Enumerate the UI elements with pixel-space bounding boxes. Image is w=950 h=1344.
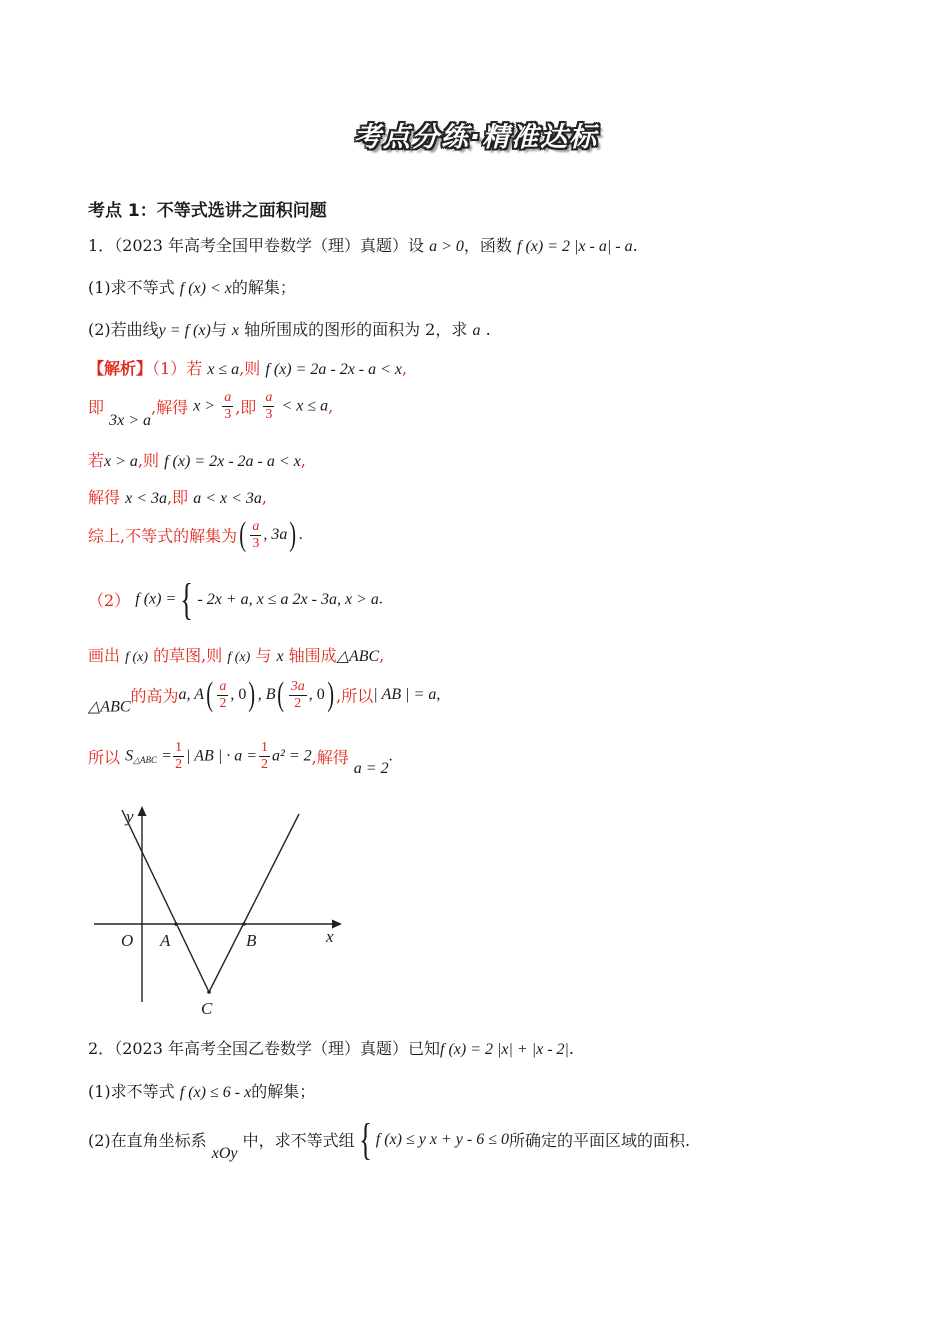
sol-l1-pre: （1）若 xyxy=(152,359,203,378)
sol-l7-mid: 的草图,则 xyxy=(153,646,223,665)
q1-part1-pre: (1)求不等式 xyxy=(88,278,175,297)
left-paren: ( xyxy=(239,516,247,553)
q1-function: f (x) = 2 |x - a| - a xyxy=(517,238,633,255)
frac-den: 3 xyxy=(252,535,260,551)
point-c-dot xyxy=(207,990,211,994)
sol-l2-then: ,即 xyxy=(235,398,257,417)
q1-part2-x: x xyxy=(231,322,239,339)
q1-part2-a: a xyxy=(472,322,481,339)
sol-l8-mid: 的高为 xyxy=(130,686,179,706)
sol-l8-point-a: , A xyxy=(186,686,205,703)
solution-line-8 xyxy=(88,676,440,717)
q2-part2-pre: (2)在直角坐标系 xyxy=(88,1131,207,1150)
y-axis-arrow xyxy=(138,806,147,816)
solution-line-3 xyxy=(88,448,306,471)
q2-part2-mid: 中，求不等式组 xyxy=(242,1131,355,1150)
sol-l2-pre: 即 xyxy=(88,398,105,417)
fraction-a-over-2 xyxy=(217,679,228,712)
fraction-a-over-3 xyxy=(222,390,233,423)
q1-intro-a: 设 xyxy=(408,236,425,255)
sol-l2-mid: ,解得 xyxy=(151,398,189,417)
q2-source: （2023 年高考全国乙卷数学（理）真题）已知 xyxy=(114,1039,440,1058)
sol-l7-fx-2: f (x) xyxy=(227,650,251,665)
sol-l9-end: . xyxy=(388,747,393,765)
sol-l3-cond: x > a xyxy=(104,453,138,470)
frac-num: 1 xyxy=(261,740,269,755)
q1-part2-mid: 与 xyxy=(210,320,227,339)
right-paren: ) xyxy=(289,516,297,553)
sol-l9-mid: | AB | · a = xyxy=(186,747,258,765)
sol-l3-expr: f (x) = 2x - 2a - a < x xyxy=(164,453,301,470)
inequality-2: x + y - 6 ≤ 0 xyxy=(429,1130,509,1148)
frac-den: 2 xyxy=(261,757,269,772)
left-brace: { xyxy=(180,575,194,624)
q1-source: （2023 年高考全国甲卷数学（理）真题） xyxy=(114,236,408,255)
frac-den: 2 xyxy=(294,695,302,711)
q1-part2-end: . xyxy=(485,320,491,339)
q2-part1-post: 的解集； xyxy=(251,1082,316,1101)
q1-part2-post: 轴所围成的图形的面积为 2，求 xyxy=(244,320,468,339)
sol-l7-post: 轴围成 xyxy=(288,646,337,665)
sol-l2-end: , xyxy=(328,397,334,416)
solution-line-7 xyxy=(88,643,384,666)
sol-l8-ab: | AB | = a xyxy=(373,686,437,703)
frac-num: a xyxy=(224,390,232,405)
sol-l5-val: , 3a xyxy=(263,526,288,543)
sol-l7-mid2: 与 xyxy=(255,646,272,665)
q1-stem xyxy=(88,233,638,256)
sol-l9-post: ,解得 xyxy=(311,748,349,767)
sol-l3-then: ,则 xyxy=(137,451,160,470)
fraction-half-b xyxy=(259,740,270,773)
sol-l9-pre: 所以 xyxy=(88,748,121,767)
x-axis-label: x xyxy=(326,927,334,946)
sol-l9-answer: a = 2 xyxy=(353,760,389,777)
sol-l5-end: . xyxy=(298,526,303,543)
inequality-1: f (x) ≤ y xyxy=(375,1130,426,1148)
point-c-label: C xyxy=(201,999,213,1018)
frac-den: 3 xyxy=(265,407,273,422)
sol-l8-zero-b: , 0 xyxy=(308,686,325,703)
frac-num: a xyxy=(252,518,260,534)
q1-end: . xyxy=(632,236,638,255)
q1-condition: a > 0 xyxy=(429,238,464,255)
point-b-dot xyxy=(242,922,246,926)
q2-number: 2． xyxy=(88,1039,115,1058)
q2-part1-expr: f (x) ≤ 6 - x xyxy=(179,1084,252,1101)
sol-l3-pre: 若 xyxy=(88,451,105,470)
right-paren: ) xyxy=(248,676,256,713)
sol-l4-end: , xyxy=(261,488,267,507)
point-a-dot xyxy=(174,922,178,926)
function-sketch-graph xyxy=(88,800,358,1022)
solution-line-9 xyxy=(88,740,393,778)
frac-num: 1 xyxy=(175,740,183,755)
sol-l9-eq: = xyxy=(162,747,172,765)
sol-l8-zero: , 0 xyxy=(230,686,247,703)
sol-l8-a: a xyxy=(178,686,187,703)
sol-l4-expr2: a < x < 3a xyxy=(193,490,262,507)
solution-line-4 xyxy=(88,485,267,508)
q2-part1 xyxy=(88,1079,315,1102)
sol-l5-pre: 综上,不等式的解集为 xyxy=(88,526,238,546)
left-paren: ( xyxy=(277,676,285,713)
frac-num: a xyxy=(219,678,227,694)
right-paren: ) xyxy=(327,676,334,713)
sol-l7-end: , xyxy=(379,646,385,665)
solution-line-1 xyxy=(88,356,407,379)
sol-l6-fx: f (x) = xyxy=(135,590,177,608)
y-axis-label: y xyxy=(126,807,134,826)
sol-l2-expr: 3x > a xyxy=(109,412,152,429)
v-shaped-curve xyxy=(122,810,299,992)
sol-l1-cond: x ≤ a xyxy=(207,361,240,378)
q2-stem xyxy=(88,1036,574,1059)
q2-part2 xyxy=(88,1114,690,1165)
sol-l8-end: , xyxy=(436,686,441,703)
sol-l1-end: , xyxy=(402,359,408,378)
sol-l7-x: x xyxy=(276,648,284,665)
piecewise-cases xyxy=(197,587,378,613)
frac-den: 2 xyxy=(219,695,227,711)
q2-end: . xyxy=(568,1039,575,1058)
sol-l1-then: ,则 xyxy=(239,359,261,378)
q2-part2-coord-system: xOy xyxy=(211,1145,238,1162)
point-b-label: B xyxy=(246,931,257,950)
q1-part1-post: 的解集； xyxy=(231,278,296,297)
left-brace: { xyxy=(358,1115,372,1164)
piecewise-case-1: - 2x + a, x ≤ a xyxy=(197,590,289,608)
fraction-half xyxy=(173,740,184,773)
sol-l7-tri: △ABC xyxy=(336,648,380,665)
sol-l8-tri: △ABC xyxy=(88,698,131,716)
solution-line-5 xyxy=(88,516,303,554)
sol-l1-expr: f (x) = 2a - 2x - a < x xyxy=(265,361,403,378)
q1-number: 1． xyxy=(88,236,115,255)
q2-part1-pre: (1)求不等式 xyxy=(88,1082,175,1101)
fraction-a-over-3-c xyxy=(250,519,261,552)
frac-den: 2 xyxy=(175,757,183,772)
left-paren: ( xyxy=(206,676,214,713)
solution-line-2 xyxy=(88,390,333,430)
sol-l4-mid: ,即 xyxy=(167,488,189,507)
q1-intro-b: ，函数 xyxy=(463,236,512,255)
sol-l2-range: < x ≤ a xyxy=(281,397,329,415)
piecewise-case-2: 2x - 3a, x > a xyxy=(292,590,379,608)
q2-function: f (x) = 2 |x| + |x - 2| xyxy=(440,1041,569,1058)
solution-tag: 【解析】 xyxy=(88,359,153,378)
sol-l9-subscript: △ABC xyxy=(133,755,158,765)
frac-num: a xyxy=(265,390,273,405)
sol-l6-pre: （2） xyxy=(88,591,131,610)
sol-l8-point-b: , B xyxy=(257,686,276,703)
sol-l3-end: , xyxy=(300,451,306,470)
sol-l9-a2: a² = 2 xyxy=(272,747,312,765)
inequality-system xyxy=(376,1127,509,1153)
sol-l4-pre: 解得 xyxy=(88,488,121,507)
frac-den: 3 xyxy=(224,407,232,422)
q1-part2-pre: (2)若曲线 xyxy=(88,320,159,339)
solution-line-6 xyxy=(88,574,383,625)
sol-l8-post: ,所以 xyxy=(336,686,374,706)
q1-part2-expr: y = f (x) xyxy=(158,322,211,339)
fraction-a-over-3-b xyxy=(263,390,274,423)
point-a-label: A xyxy=(160,931,171,950)
frac-num: 3a xyxy=(290,678,305,694)
section-heading: 考点 1：不等式选讲之面积问题 xyxy=(88,201,327,221)
sol-l7-pre: 画出 xyxy=(88,646,121,665)
section-banner: 考点分练·精准达标 xyxy=(353,122,599,153)
sol-l4-expr: x < 3a xyxy=(125,490,168,507)
fraction-3a-over-2 xyxy=(289,679,307,712)
origin-label: O xyxy=(121,931,134,950)
q2-part2-post: 所确定的平面区域的面积. xyxy=(508,1131,691,1150)
sol-l9-s: S xyxy=(125,747,134,765)
q1-part1 xyxy=(88,275,296,298)
q1-part2 xyxy=(88,317,491,340)
q1-part1-expr: f (x) < x xyxy=(179,280,232,297)
sol-l7-fx: f (x) xyxy=(125,650,149,665)
sol-l6-end: . xyxy=(378,590,383,608)
sol-l2-x-gt: x > xyxy=(193,397,216,415)
